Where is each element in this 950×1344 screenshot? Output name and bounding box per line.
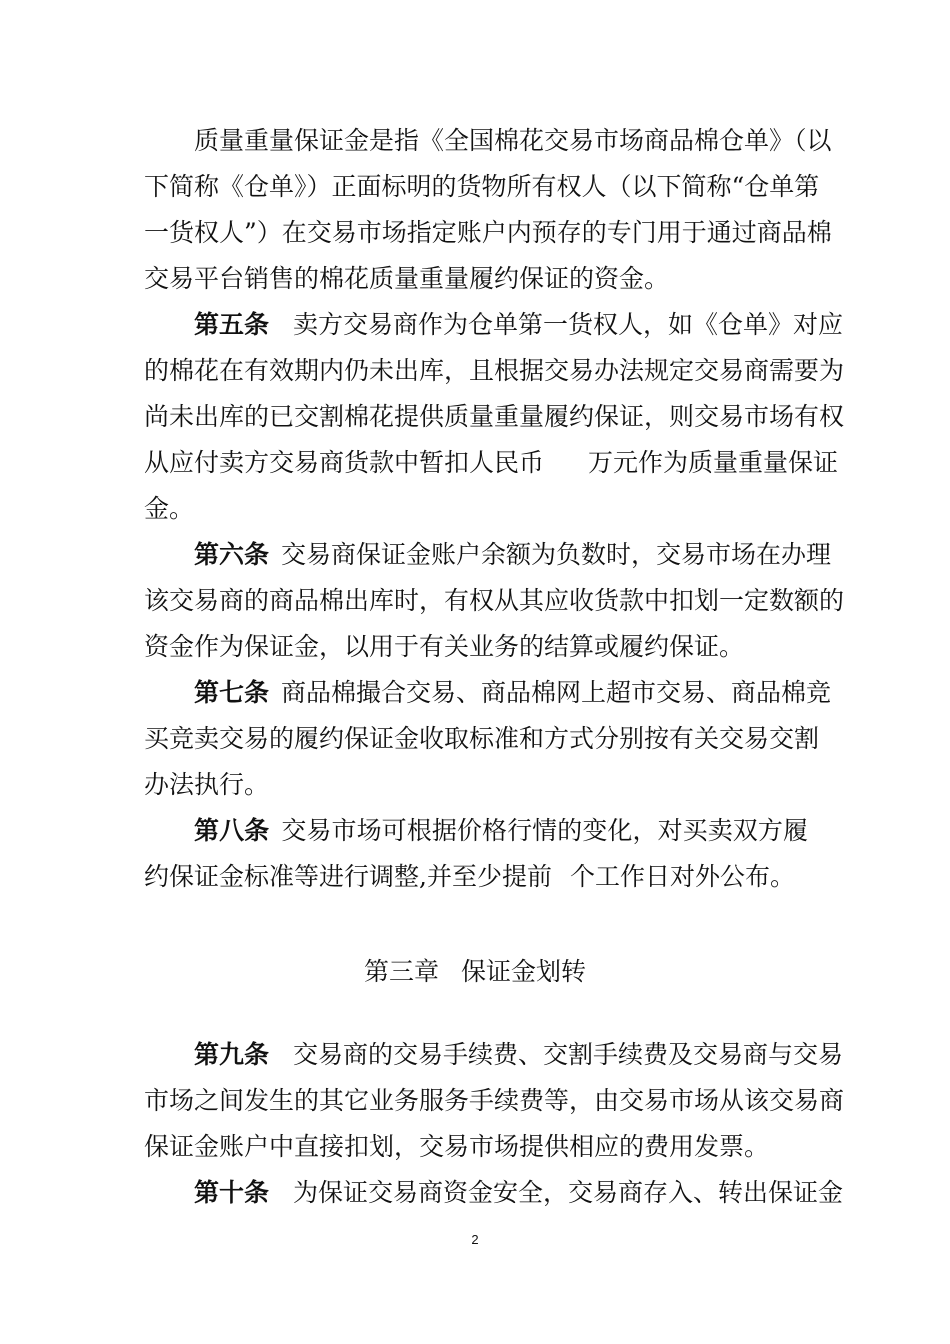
intro-line-2: 下简称《仓单》）正面标明的货物所有权人（以下简称“仓单第	[144, 172, 820, 201]
article8-text-1: 交易市场可根据价格行情的变化，对买卖双方履	[281, 816, 808, 845]
article7-line-1	[194, 677, 832, 709]
article6-label: 第六条	[194, 540, 270, 569]
article7-text-1: 商品棉撮合交易、商品棉网上超市交易、商品棉竞	[281, 678, 832, 707]
chapter-number: 第三章	[363, 957, 439, 986]
intro-line-1: 质量重量保证金是指《全国棉花交易市场商品棉仓单》（以	[194, 126, 832, 155]
chapter-heading	[0, 956, 950, 988]
article7-label: 第七条	[194, 678, 270, 707]
article5-text-4b: 万元作为质量重量保证	[588, 448, 839, 477]
article6-line-2: 该交易商的商品棉出库时，有权从其应收货款中扣划一定数额的	[144, 586, 845, 615]
article5-line-3: 尚未出库的已交割棉花提供质量重量履约保证，则交易市场有权	[144, 402, 845, 431]
article5-text-1: 卖方交易商作为仓单第一货权人，如《仓单》对应	[293, 310, 844, 339]
article8-text-2a: 约保证金标准等进行调整,并至少提前	[144, 862, 552, 891]
article10-text-1: 为保证交易商资金安全，交易商存入、转出保证金	[293, 1178, 844, 1207]
article8-line-1	[194, 815, 808, 847]
article9-label: 第九条	[194, 1040, 270, 1069]
article8-line-2	[144, 861, 808, 893]
article10-line-1	[194, 1177, 844, 1209]
chapter-title: 保证金划转	[461, 957, 587, 986]
article7-line-3: 办法执行。	[144, 770, 270, 799]
article6-line-3: 资金作为保证金，以用于有关业务的结算或履约保证。	[144, 632, 745, 661]
article5-line-1	[194, 309, 844, 341]
article10-label: 第十条	[194, 1178, 270, 1207]
article5-label: 第五条	[194, 310, 270, 339]
article8-label: 第八条	[194, 816, 270, 845]
article5-line-5: 金。	[144, 494, 195, 523]
article5-line-2: 的棉花在有效期内仍未出库，且根据交易办法规定交易商需要为	[144, 356, 845, 385]
page-number: 2	[471, 1232, 479, 1247]
article9-text-1: 交易商的交易手续费、交割手续费及交易商与交易	[293, 1040, 844, 1069]
intro-line-3: 一货权人”）在交易市场指定账户内预存的专门用于通过商品棉	[144, 218, 832, 247]
article8-text-2b: 个工作日对外公布。	[569, 862, 795, 891]
article5-text-4a: 从应付卖方交易商货款中暂扣人民币	[144, 448, 545, 477]
article6-text-1: 交易商保证金账户余额为负数时，交易市场在办理	[281, 540, 832, 569]
article5-line-4	[144, 447, 839, 479]
article6-line-1	[194, 539, 832, 571]
article7-line-2: 买竞卖交易的履约保证金收取标准和方式分别按有关交易交割	[144, 724, 820, 753]
article9-line-2: 市场之间发生的其它业务服务手续费等，由交易市场从该交易商	[144, 1086, 845, 1115]
article9-line-1	[194, 1039, 844, 1071]
intro-line-4: 交易平台销售的棉花质量重量履约保证的资金。	[144, 264, 670, 293]
article9-line-3: 保证金账户中直接扣划，交易市场提供相应的费用发票。	[144, 1132, 770, 1161]
